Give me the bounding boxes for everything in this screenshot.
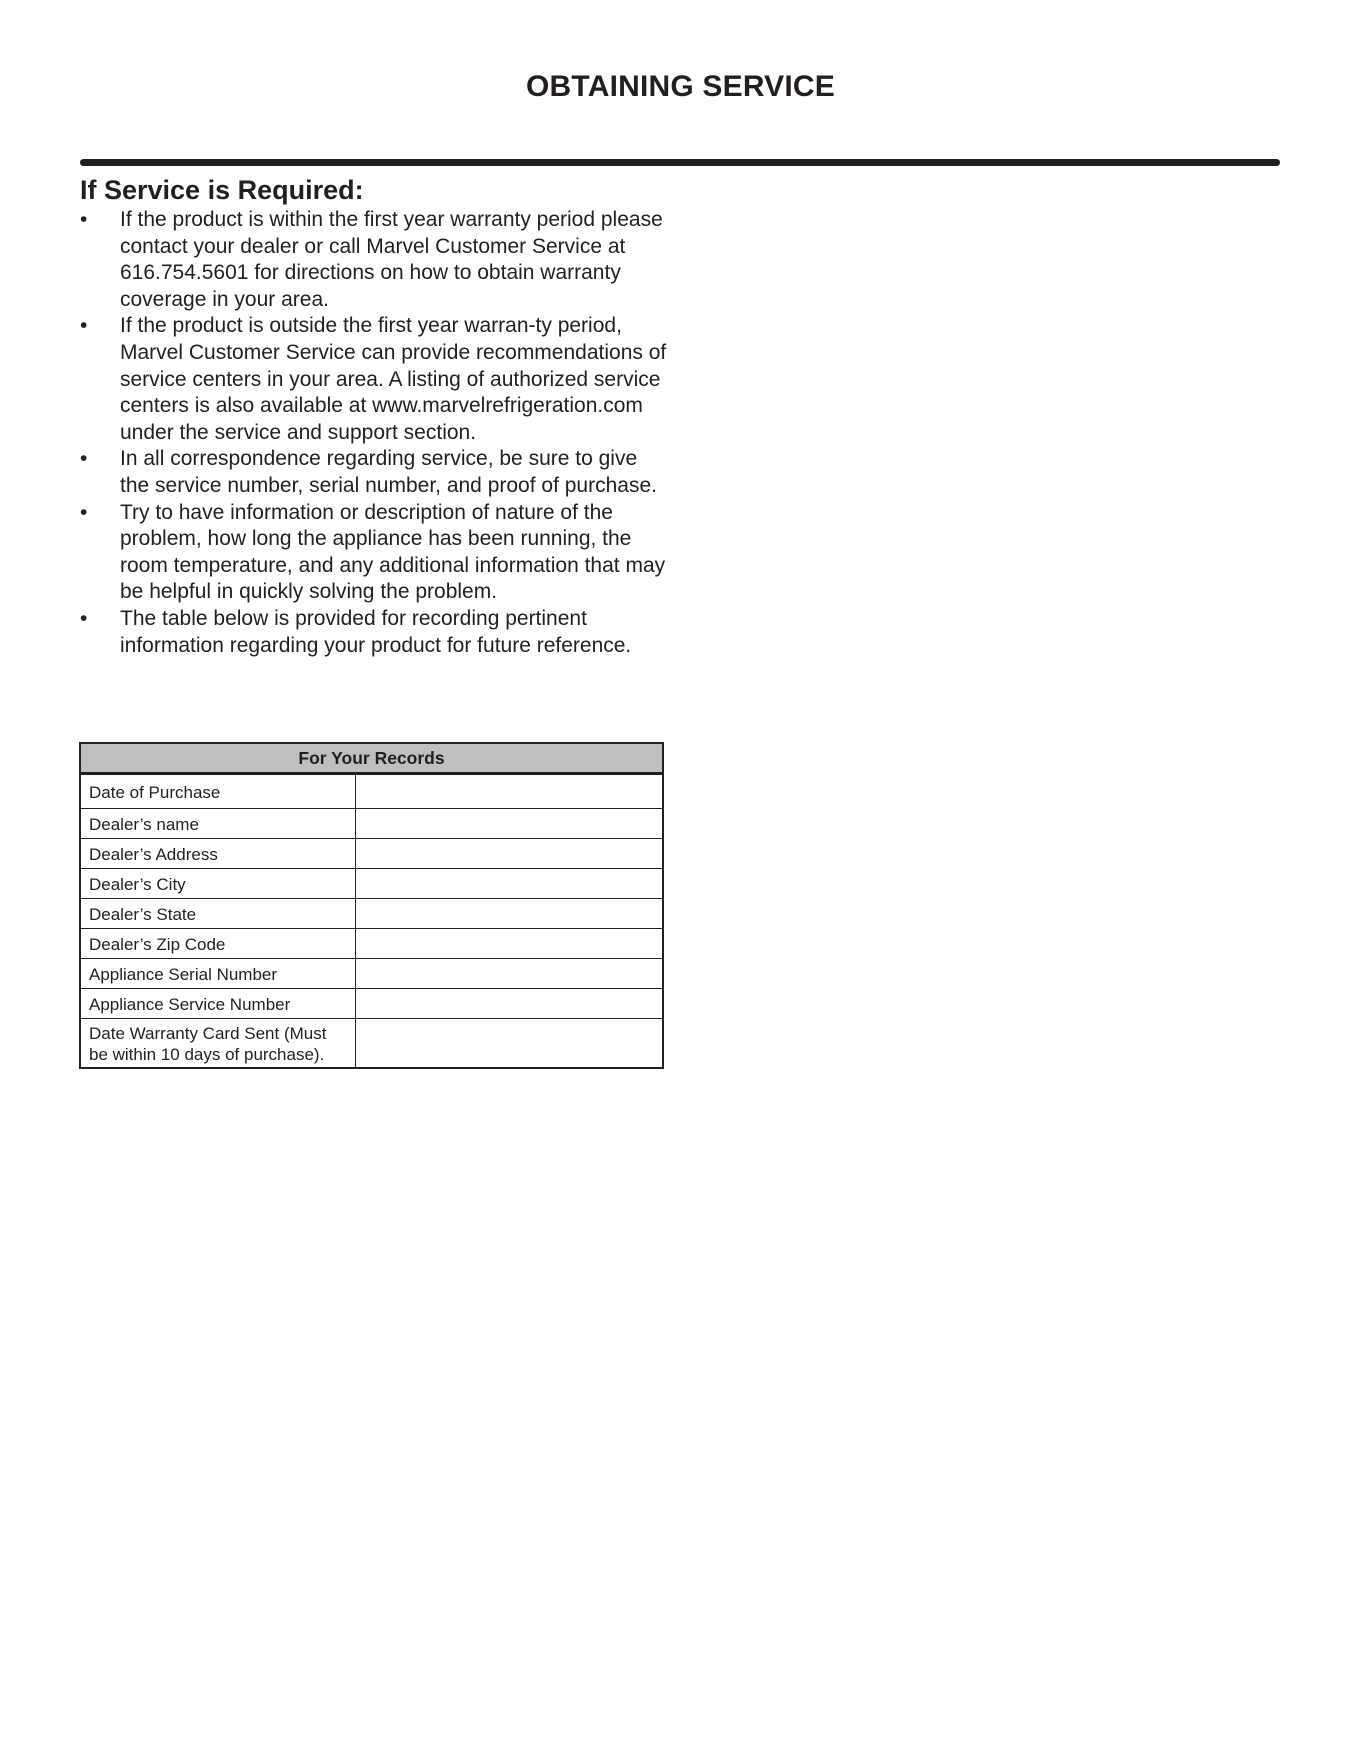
table-row — [80, 809, 663, 839]
record-label-dealer-state: Dealer’s State — [80, 899, 355, 929]
bullet-text: Try to have information or description of nature of the problem, how long the appliance has been running, the room temperature, and any additional information that may be helpful in quickly solving the problem. — [120, 500, 666, 604]
bullet-marker: • — [80, 500, 88, 524]
record-value-dealer-address[interactable] — [355, 839, 663, 869]
record-label-dealer-city: Dealer’s City — [80, 869, 355, 899]
section-heading: If Service is Required: — [80, 175, 364, 205]
bullet-item-2 — [80, 313, 670, 446]
bullet-text: The table below is provided for recording pertinent information regarding your product for future reference. — [120, 606, 632, 657]
table-row — [80, 869, 663, 899]
bullet-marker: • — [80, 314, 88, 338]
table-row — [80, 929, 663, 959]
record-value-dealer-city[interactable] — [355, 869, 663, 899]
bullet-text: If the product is outside the first year warran-ty period, Marvel Customer Service can provide recommendations of service centers in your area. A listing of authorized service centers is also available at www.marvelrefrigeration.com under the service and support section. — [120, 314, 667, 444]
table-row — [80, 989, 663, 1019]
table-row — [80, 1019, 663, 1069]
record-value-appliance-service-number[interactable] — [355, 989, 663, 1019]
section-divider — [80, 159, 1280, 166]
bullet-text: In all correspondence regarding service, be sure to give the service number, serial number, and proof of purchase. — [120, 447, 657, 497]
page-title: OBTAINING SERVICE — [526, 70, 835, 103]
record-value-dealer-zip-code[interactable] — [355, 929, 663, 959]
record-label-date-warranty-card-sent: Date Warranty Card Sent (Must be within 10 days of purchase). — [80, 1019, 355, 1069]
bullet-marker: • — [80, 447, 88, 471]
bullet-item-4 — [80, 500, 670, 606]
record-label-appliance-serial-number: Appliance Serial Number — [80, 959, 355, 989]
record-label-dealer-name: Dealer’s name — [80, 809, 355, 839]
record-label-dealer-zip-code: Dealer’s Zip Code — [80, 929, 355, 959]
service-section — [80, 173, 670, 659]
record-label-appliance-service-number: Appliance Service Number — [80, 989, 355, 1019]
record-value-appliance-serial-number[interactable] — [355, 959, 663, 989]
table-row — [80, 959, 663, 989]
table-row — [80, 774, 663, 809]
table-row — [80, 839, 663, 869]
records-table — [79, 742, 664, 1069]
bullet-item-5 — [80, 606, 670, 659]
bullet-marker: • — [80, 208, 88, 231]
bullet-marker: • — [80, 606, 88, 630]
bullet-item-3 — [80, 446, 670, 499]
table-row — [80, 899, 663, 929]
record-value-dealer-name[interactable] — [355, 809, 663, 839]
record-value-date-warranty-card-sent[interactable] — [355, 1019, 663, 1069]
service-bullet-list — [80, 207, 670, 659]
record-label-dealer-address: Dealer’s Address — [80, 839, 355, 869]
bullet-text: If the product is within the first year warranty period please contact your dealer or call Marvel Customer Service at 616.754.5601 for directions on how to obtain warranty coverage in your area. — [120, 208, 663, 311]
record-value-dealer-state[interactable] — [355, 899, 663, 929]
record-label-date-of-purchase: Date of Purchase — [80, 774, 355, 809]
records-table-title: For Your Records — [80, 743, 663, 774]
record-value-date-of-purchase[interactable] — [355, 774, 663, 809]
bullet-item-1 — [80, 207, 670, 313]
